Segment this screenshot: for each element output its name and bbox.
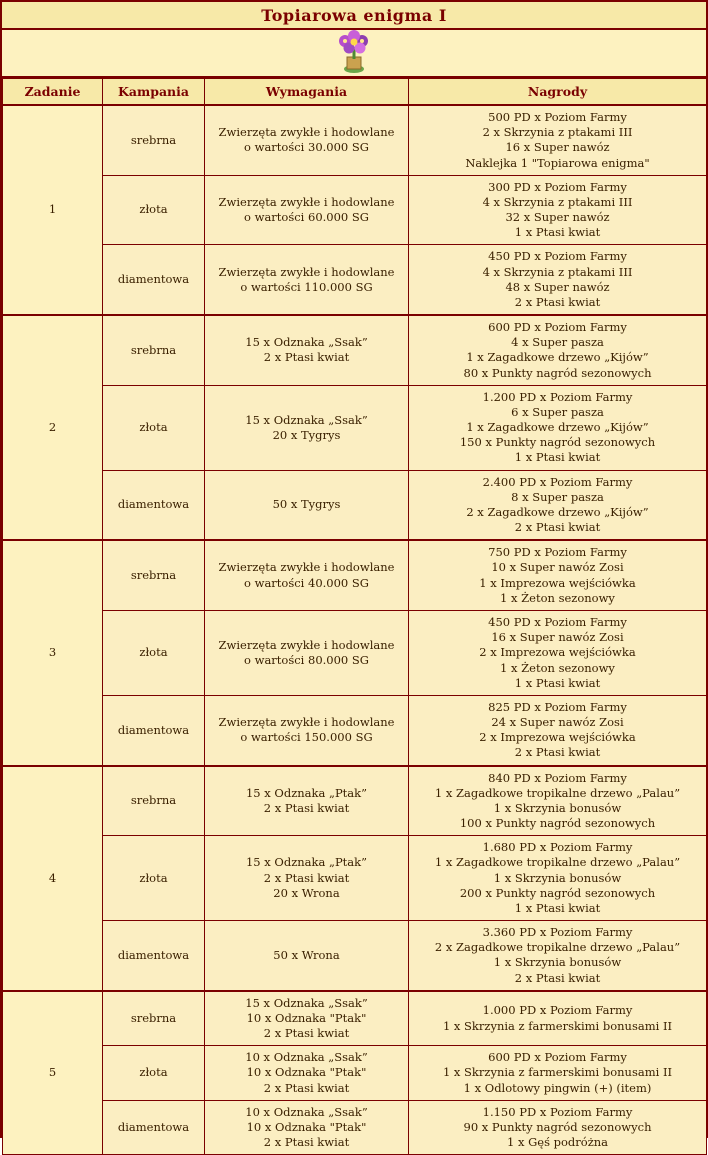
reward-line: 4 x Skrzynia z ptakami III	[482, 194, 633, 209]
reward-line: 1 x Skrzynia z farmerskimi bonusami II	[442, 1065, 673, 1080]
requirement-line: 2 x Ptasi kwiat	[263, 870, 350, 885]
requirements-cell	[205, 540, 409, 610]
reward-line: Naklejka 1 "Topiarowa enigma"	[465, 155, 650, 170]
requirements-cell	[205, 921, 409, 991]
reward-line: 1 x Ptasi kwiat	[514, 225, 601, 240]
table-header-row	[3, 79, 707, 106]
rewards-cell	[409, 1100, 707, 1155]
reward-line: 150 x Punkty nagród sezonowych	[459, 435, 656, 450]
requirement-line: 15 x Odznaka „Ssak”	[245, 995, 368, 1010]
rewards-cell	[409, 695, 707, 765]
table-row	[3, 1046, 707, 1101]
campaign-cell: srebrna	[103, 315, 205, 385]
reward-line: 1.150 PD x Poziom Farmy	[482, 1104, 633, 1119]
task-number: 3	[3, 540, 103, 765]
requirements-cell	[205, 245, 409, 315]
requirements-cell	[205, 836, 409, 921]
task-number: 2	[3, 315, 103, 540]
reward-line: 1 x Zagadkowe tropikalne drzewo „Palau”	[434, 855, 681, 870]
requirement-line: Zwierzęta zwykłe i hodowlane	[218, 194, 395, 209]
requirement-line: Zwierzęta zwykłe i hodowlane	[218, 125, 395, 140]
table-row	[3, 836, 707, 921]
campaign-cell: diamentowa	[103, 470, 205, 540]
reward-line: 4 x Super pasza	[511, 335, 604, 350]
column-header-campaign: Kampania	[103, 79, 205, 106]
requirements-cell	[205, 470, 409, 540]
reward-line: 825 PD x Poziom Farmy	[488, 699, 627, 714]
table-row	[3, 610, 707, 695]
requirements-cell	[205, 766, 409, 836]
rewards-cell	[409, 175, 707, 245]
campaign-cell: złota	[103, 385, 205, 470]
table-row	[3, 1100, 707, 1155]
reward-line: 1 x Odlotowy pingwin (+) (item)	[463, 1080, 652, 1095]
campaign-cell: złota	[103, 1046, 205, 1101]
reward-line: 2.400 PD x Poziom Farmy	[482, 474, 633, 489]
reward-line: 1 x Zagadkowe drzewo „Kijów”	[466, 420, 649, 435]
flower-topiary-icon	[331, 31, 377, 75]
reward-line: 80 x Punkty nagród sezonowych	[463, 365, 652, 380]
requirement-line: 15 x Odznaka „Ssak”	[245, 335, 368, 350]
requirement-line: 2 x Ptasi kwiat	[263, 1080, 350, 1095]
reward-line: 600 PD x Poziom Farmy	[488, 320, 627, 335]
requirements-cell	[205, 385, 409, 470]
reward-line: 2 x Ptasi kwiat	[514, 520, 601, 535]
campaign-cell: srebrna	[103, 991, 205, 1046]
banner	[2, 30, 706, 78]
reward-line: 100 x Punkty nagród sezonowych	[459, 816, 656, 831]
campaign-cell: diamentowa	[103, 1100, 205, 1155]
requirement-line: 20 x Tygrys	[272, 427, 341, 442]
reward-line: 1 x Skrzynia z farmerskimi bonusami II	[442, 1018, 673, 1033]
reward-line: 1 x Żeton sezonowy	[500, 590, 615, 605]
table-row	[3, 385, 707, 470]
rewards-cell	[409, 245, 707, 315]
rewards-cell	[409, 1046, 707, 1101]
requirement-line: 10 x Odznaka „Ssak”	[245, 1050, 368, 1065]
requirement-line: 10 x Odznaka "Ptak"	[246, 1065, 367, 1080]
reward-line: 450 PD x Poziom Farmy	[488, 249, 627, 264]
table-row	[3, 470, 707, 540]
reward-line: 8 x Super pasza	[511, 489, 604, 504]
campaign-cell: srebrna	[103, 105, 205, 175]
table-row	[3, 766, 707, 836]
requirement-line: o wartości 80.000 SG	[244, 652, 369, 667]
requirements-cell	[205, 1100, 409, 1155]
campaign-cell: diamentowa	[103, 921, 205, 991]
campaign-cell: złota	[103, 175, 205, 245]
requirement-line: 20 x Wrona	[273, 885, 340, 900]
reward-line: 6 x Super pasza	[511, 404, 604, 419]
requirements-cell	[205, 1046, 409, 1101]
reward-line: 1 x Żeton sezonowy	[500, 660, 615, 675]
task-number: 4	[3, 766, 103, 991]
table-row	[3, 991, 707, 1046]
reward-line: 24 x Super nawóz Zosi	[491, 715, 624, 730]
requirements-cell	[205, 315, 409, 385]
requirement-line: Zwierzęta zwykłe i hodowlane	[218, 637, 395, 652]
requirement-line: 2 x Ptasi kwiat	[263, 800, 350, 815]
requirement-line: o wartości 150.000 SG	[240, 730, 373, 745]
requirements-cell	[205, 695, 409, 765]
table-row	[3, 695, 707, 765]
campaign-cell: złota	[103, 836, 205, 921]
requirement-line: o wartości 40.000 SG	[244, 575, 369, 590]
table-row	[3, 315, 707, 385]
reward-line: 48 x Super nawóz	[505, 279, 610, 294]
requirement-line: 10 x Odznaka „Ssak”	[245, 1104, 368, 1119]
reward-line: 2 x Zagadkowe tropikalne drzewo „Palau”	[434, 940, 681, 955]
reward-line: 1.000 PD x Poziom Farmy	[482, 1003, 633, 1018]
requirement-line: Zwierzęta zwykłe i hodowlane	[218, 560, 395, 575]
rewards-cell	[409, 105, 707, 175]
reward-line: 32 x Super nawóz	[505, 210, 610, 225]
reward-line: 2 x Skrzynia z ptakami III	[482, 125, 633, 140]
reward-line: 2 x Ptasi kwiat	[514, 970, 601, 985]
column-header-rewards: Nagrody	[409, 79, 707, 106]
reward-line: 1 x Skrzynia bonusów	[493, 800, 622, 815]
table-row	[3, 175, 707, 245]
reward-line: 3.360 PD x Poziom Farmy	[482, 925, 633, 940]
reward-line: 16 x Super nawóz	[505, 140, 610, 155]
reward-line: 4 x Skrzynia z ptakami III	[482, 264, 633, 279]
rewards-cell	[409, 766, 707, 836]
requirements-cell	[205, 991, 409, 1046]
reward-line: 1 x Ptasi kwiat	[514, 675, 601, 690]
requirement-line: 10 x Odznaka "Ptak"	[246, 1119, 367, 1134]
table-row	[3, 105, 707, 175]
campaign-cell: złota	[103, 610, 205, 695]
reward-line: 840 PD x Poziom Farmy	[488, 770, 627, 785]
reward-line: 1 x Skrzynia bonusów	[493, 955, 622, 970]
table-row	[3, 540, 707, 610]
column-header-task: Zadanie	[3, 79, 103, 106]
requirement-line: 15 x Odznaka „Ssak”	[245, 412, 368, 427]
reward-line: 2 x Imprezowa wejściówka	[479, 645, 636, 660]
reward-line: 1.200 PD x Poziom Farmy	[482, 389, 633, 404]
campaign-cell: diamentowa	[103, 695, 205, 765]
reward-line: 1 x Zagadkowe drzewo „Kijów”	[466, 350, 649, 365]
reward-line: 750 PD x Poziom Farmy	[488, 545, 627, 560]
rewards-cell	[409, 921, 707, 991]
column-header-requirements: Wymagania	[205, 79, 409, 106]
reward-line: 1 x Ptasi kwiat	[514, 900, 601, 915]
requirement-line: 2 x Ptasi kwiat	[263, 1135, 350, 1150]
reward-line: 500 PD x Poziom Farmy	[488, 110, 627, 124]
rewards-table	[2, 78, 707, 1155]
requirements-cell	[205, 175, 409, 245]
task-number: 1	[3, 105, 103, 315]
requirement-line: 2 x Ptasi kwiat	[263, 1026, 350, 1041]
campaign-cell: srebrna	[103, 766, 205, 836]
rewards-cell	[409, 385, 707, 470]
requirements-cell	[205, 105, 409, 175]
reward-line: 10 x Super nawóz Zosi	[491, 560, 624, 575]
reward-line: 600 PD x Poziom Farmy	[488, 1050, 627, 1065]
reward-line: 2 x Zagadkowe drzewo „Kijów”	[466, 504, 649, 519]
reward-line: 90 x Punkty nagród sezonowych	[463, 1119, 652, 1134]
campaign-cell: diamentowa	[103, 245, 205, 315]
task-number: 5	[3, 991, 103, 1155]
rewards-cell	[409, 610, 707, 695]
reward-line: 2 x Ptasi kwiat	[514, 294, 601, 309]
requirement-line: o wartości 60.000 SG	[244, 210, 369, 225]
page-title: Topiarowa enigma I	[261, 6, 447, 25]
reward-line: 200 x Punkty nagród sezonowych	[459, 885, 656, 900]
requirement-line: 10 x Odznaka "Ptak"	[246, 1010, 367, 1025]
table-row	[3, 921, 707, 991]
rewards-cell	[409, 836, 707, 921]
page-title-bar	[2, 2, 706, 30]
requirement-line: Zwierzęta zwykłe i hodowlane	[218, 264, 395, 279]
requirement-line: o wartości 30.000 SG	[244, 140, 369, 155]
reward-line: 1 x Skrzynia bonusów	[493, 870, 622, 885]
reward-line: 1 x Ptasi kwiat	[514, 450, 601, 465]
requirements-cell	[205, 610, 409, 695]
requirement-line: 15 x Odznaka „Ptak”	[245, 855, 368, 870]
reward-line: 16 x Super nawóz Zosi	[491, 630, 624, 645]
rewards-cell	[409, 315, 707, 385]
requirement-line: 50 x Wrona	[273, 947, 340, 962]
reward-line: 450 PD x Poziom Farmy	[488, 614, 627, 629]
reward-line: 300 PD x Poziom Farmy	[488, 179, 627, 194]
rewards-cell	[409, 991, 707, 1046]
reward-line: 1 x Imprezowa wejściówka	[479, 575, 636, 590]
reward-line: 2 x Imprezowa wejściówka	[479, 730, 636, 745]
requirement-line: 50 x Tygrys	[272, 497, 341, 512]
reward-line: 1 x Zagadkowe tropikalne drzewo „Palau”	[434, 785, 681, 800]
reward-line: 2 x Ptasi kwiat	[514, 745, 601, 760]
requirement-line: 15 x Odznaka „Ptak”	[245, 785, 368, 800]
reward-line: 1.680 PD x Poziom Farmy	[482, 840, 633, 855]
rewards-cell	[409, 540, 707, 610]
requirement-line: o wartości 110.000 SG	[240, 279, 373, 294]
campaign-cell: srebrna	[103, 540, 205, 610]
reward-line: 1 x Gęś podróżna	[506, 1135, 609, 1150]
requirement-line: Zwierzęta zwykłe i hodowlane	[218, 715, 395, 730]
table-row	[3, 245, 707, 315]
requirement-line: 2 x Ptasi kwiat	[263, 350, 350, 365]
rewards-cell	[409, 470, 707, 540]
